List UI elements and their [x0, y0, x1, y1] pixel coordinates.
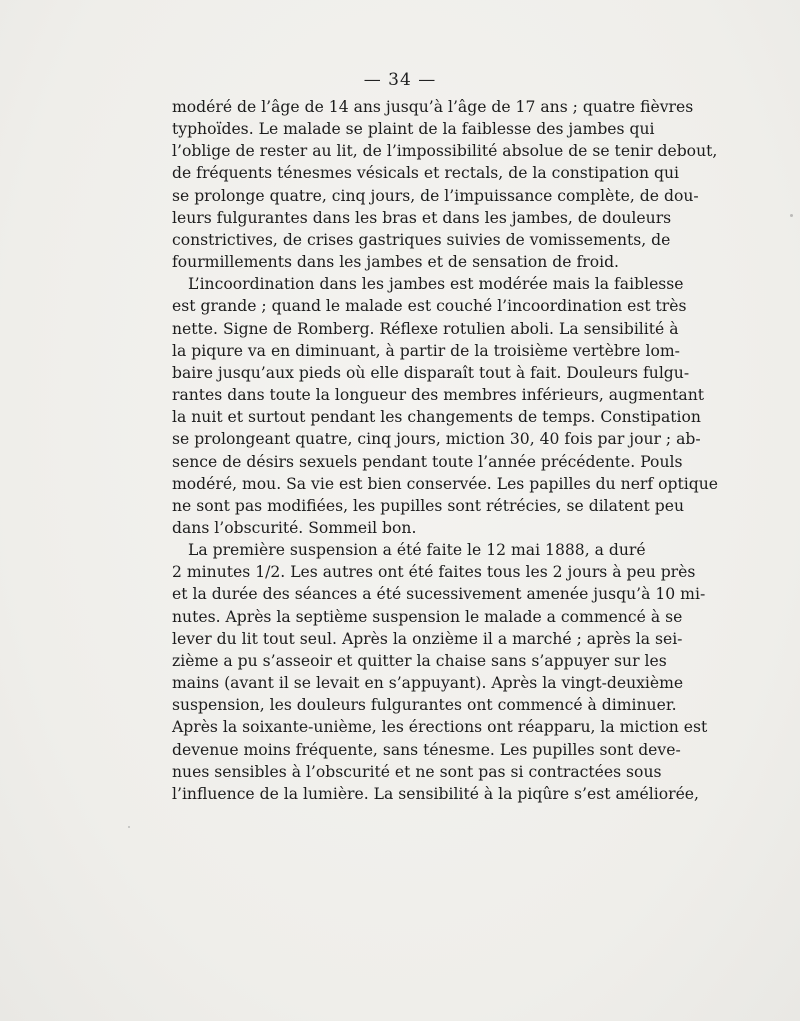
text-line: nues sensibles à l’obscurité et ne sont pas si contractées sous — [172, 762, 662, 781]
text-line: l’influence de la lumière. La sensibilité à la piqûre s’est améliorée, — [172, 784, 699, 803]
text-line: ne sont pas modifiées, les pupilles sont rétrécies, se dilatent peu — [172, 496, 684, 515]
page-number: — 34 — — [363, 70, 437, 90]
text-line: dans l’obscurité. Sommeil bon. — [172, 518, 417, 537]
text-line: nutes. Après la septième suspension le malade a commencé à se — [172, 607, 683, 626]
text-line: de fréquents ténesmes vésicals et rectals, de la constipation qui — [172, 164, 679, 183]
text-line: sence de désirs sexuels pendant toute l’année précédente. Pouls — [172, 452, 683, 471]
text-line: la piqure va en diminuant, à partir de la troisième vertèbre lom- — [172, 341, 680, 360]
text-line: la nuit et surtout pendant les changements de temps. Constipation — [172, 408, 701, 427]
text-line: fourmillements dans les jambes et de sensation de froid. — [172, 253, 620, 272]
text-line: baire jusqu’aux pieds où elle disparaît tout à fait. Douleurs fulgu- — [172, 363, 690, 382]
text-line: est grande ; quand le malade est couché l’incoordination est très — [172, 297, 687, 316]
text-line: L’incoordination dans les jambes est modérée mais la faiblesse — [188, 275, 684, 294]
text-line: se prolonge quatre, cinq jours, de l’impuissance complète, de dou- — [172, 186, 699, 205]
text-line: devenue moins fréquente, sans ténesme. Les pupilles sont deve- — [172, 740, 681, 759]
text-line: Après la soixante-unième, les érections ont réapparu, la miction est — [172, 718, 708, 737]
text-line: suspension, les douleurs fulgurantes ont commencé à diminuer. — [172, 696, 677, 715]
text-line: mains (avant il se levait en s’appuyant). Après la vingt-deuxième — [172, 674, 684, 693]
text-line: La première suspension a été faite le 12 mai 1888, a duré — [188, 541, 646, 560]
paper-speck — [790, 214, 793, 217]
body-text — [172, 96, 718, 805]
text-line: rantes dans toute la longueur des membres inférieurs, augmentant — [172, 386, 705, 405]
text-line: l’oblige de rester au lit, de l’impossibilité absolue de se tenir debout, — [172, 142, 718, 161]
text-line: nette. Signe de Romberg. Réflexe rotulien aboli. La sensibilité à — [172, 319, 679, 338]
text-line: zième a pu s’asseoir et quitter la chaise sans s’appuyer sur les — [172, 651, 667, 670]
text-line: modéré, mou. Sa vie est bien conservée. Les papilles du nerf optique — [172, 474, 718, 493]
text-line: modéré de l’âge de 14 ans jusqu’à l’âge de 17 ans ; quatre fièvres — [172, 98, 694, 116]
text-line: typhoïdes. Le malade se plaint de la faiblesse des jambes qui — [172, 120, 655, 139]
paper-speck — [128, 826, 130, 828]
text-line: leurs fulgurantes dans les bras et dans les jambes, de douleurs — [172, 208, 672, 227]
text-line: 2 minutes 1/2. Les autres ont été faites tous les 2 jours à peu près — [172, 563, 696, 582]
text-line: et la durée des séances a été sucessivement amenée jusqu’à 10 mi- — [172, 585, 706, 604]
text-line: lever du lit tout seul. Après la onzième il a marché ; après la sei- — [172, 629, 683, 648]
text-line: constrictives, de crises gastriques suivies de vomissements, de — [172, 230, 671, 249]
text-line: se prolongeant quatre, cinq jours, miction 30, 40 fois par jour ; ab- — [172, 430, 701, 449]
